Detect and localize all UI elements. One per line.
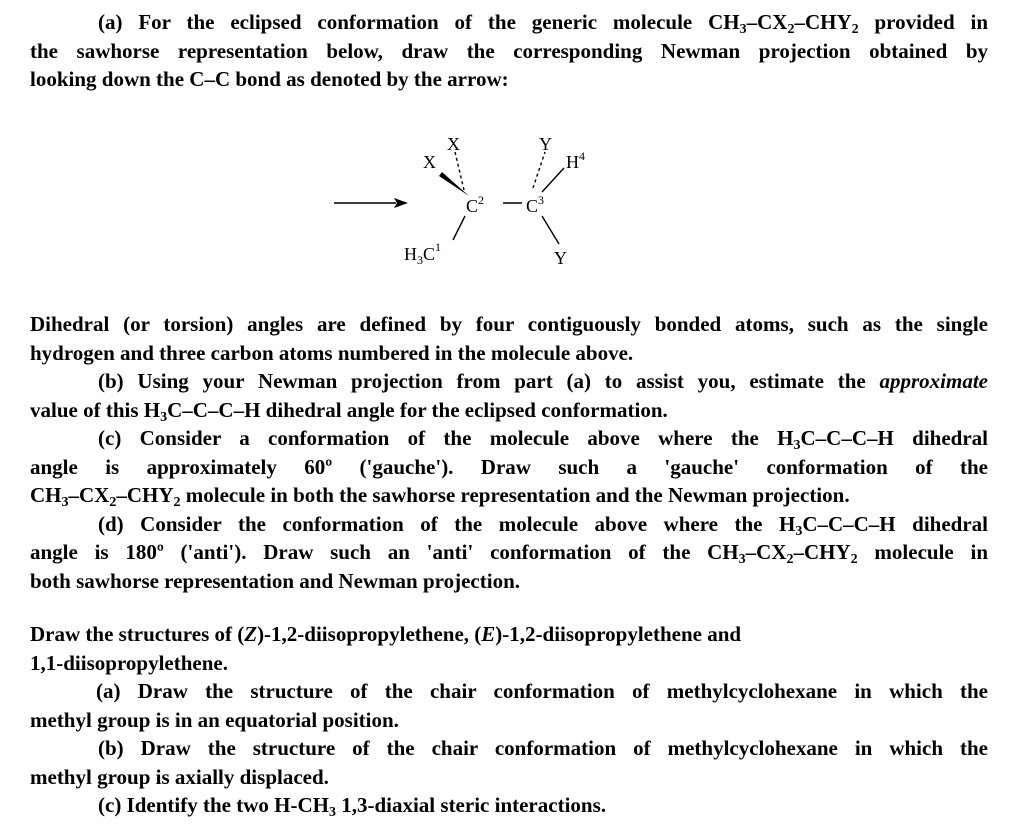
dash-bond-y-top xyxy=(533,152,545,188)
wedge-bond-x-left xyxy=(439,172,469,196)
q2-line-1: Draw the structures of (Z)-1,2-diisopropylethene, (E)-1,2-diisopropylethene and xyxy=(30,622,742,646)
q2a-line-1: (a) Draw the structure of the chair conformation of methylcyclohexane in which the xyxy=(96,679,988,703)
sawhorse-diagram xyxy=(330,130,630,280)
dihedral-line-2: hydrogen and three carbon atoms numbered in the molecule above. xyxy=(30,340,634,365)
bond-c3-h4 xyxy=(542,168,564,192)
q1d-line-3: both sawhorse representation and Newman projection. xyxy=(30,568,521,593)
q2-line-2: 1,1-diisopropylethene. xyxy=(30,650,228,675)
atom-x-left: X xyxy=(423,152,436,172)
q1a-line-1: (a) For the eclipsed conformation of the generic molecule $CH_3-CX_2-CHY_2$ provided in xyxy=(98,10,989,37)
q1b-line-1: (b) Using your Newman projection from part (a) to assist you, estimate the approximate xyxy=(98,369,988,393)
q1c-line-1: (c) Consider a conformation of the molecule above where the $H_3C-C-C-H$ dihedral xyxy=(98,426,988,453)
dihedral-line-1: Dihedral (or torsion) angles are defined by four contiguously bonded atoms, such as the single xyxy=(30,312,988,336)
atom-h3c1: $H_3C^1$ xyxy=(404,240,442,267)
atom-c3: $C^3$ xyxy=(526,193,545,216)
q1c-line-2: angle is approximately 60º ('gauche'). Draw such a 'gauche' conformation of the xyxy=(30,454,988,479)
view-arrow xyxy=(334,198,408,208)
q1a-line-3: looking down the C–C bond as denoted by the arrow: xyxy=(30,67,509,91)
q1d-line-2: angle is 180º ('anti'). Draw such an 'anti' conformation of the $CH_3-CX_2-CHY_2$ molecule in xyxy=(30,540,988,567)
dash-bond-x-top xyxy=(455,152,464,190)
atom-c2: $C^2$ xyxy=(466,193,485,216)
q2a-line-2: methyl group is in an equatorial position. xyxy=(30,707,399,732)
bond-c2-c1 xyxy=(453,216,465,240)
dihedral-section xyxy=(30,310,988,595)
bond-c3-y-bottom xyxy=(542,216,559,244)
q2b-line-1: (b) Draw the structure of the chair conformation of methylcyclohexane in which the xyxy=(98,736,988,760)
atom-y-bottom: Y xyxy=(554,248,567,268)
q2c-line-1: (c) Identify the two $H-CH_3$ 1,3-diaxial steric interactions. xyxy=(98,793,607,820)
atom-x-top: X xyxy=(447,134,460,154)
question-2-text xyxy=(30,620,988,820)
question-1a-text xyxy=(30,8,988,94)
q2b-line-2: methyl group is axially displaced. xyxy=(30,764,329,789)
atom-h4: $H^4$ xyxy=(566,149,585,172)
q1a-line-2: the sawhorse representation below, draw the corresponding Newman projection obtained by xyxy=(30,38,988,63)
atom-y-top: Y xyxy=(539,134,552,154)
q1b-line-2: value of this $H_3C-C-C-H$ dihedral angle for the eclipsed conformation. xyxy=(30,397,668,425)
q1c-line-3: $CH_3-CX_2-CHY_2$ molecule in both the sawhorse representation and the Newman projection. xyxy=(30,483,850,510)
q1d-line-1: (d) Consider the conformation of the molecule above where the $H_3C-C-C-H$ dihedral xyxy=(98,511,988,539)
